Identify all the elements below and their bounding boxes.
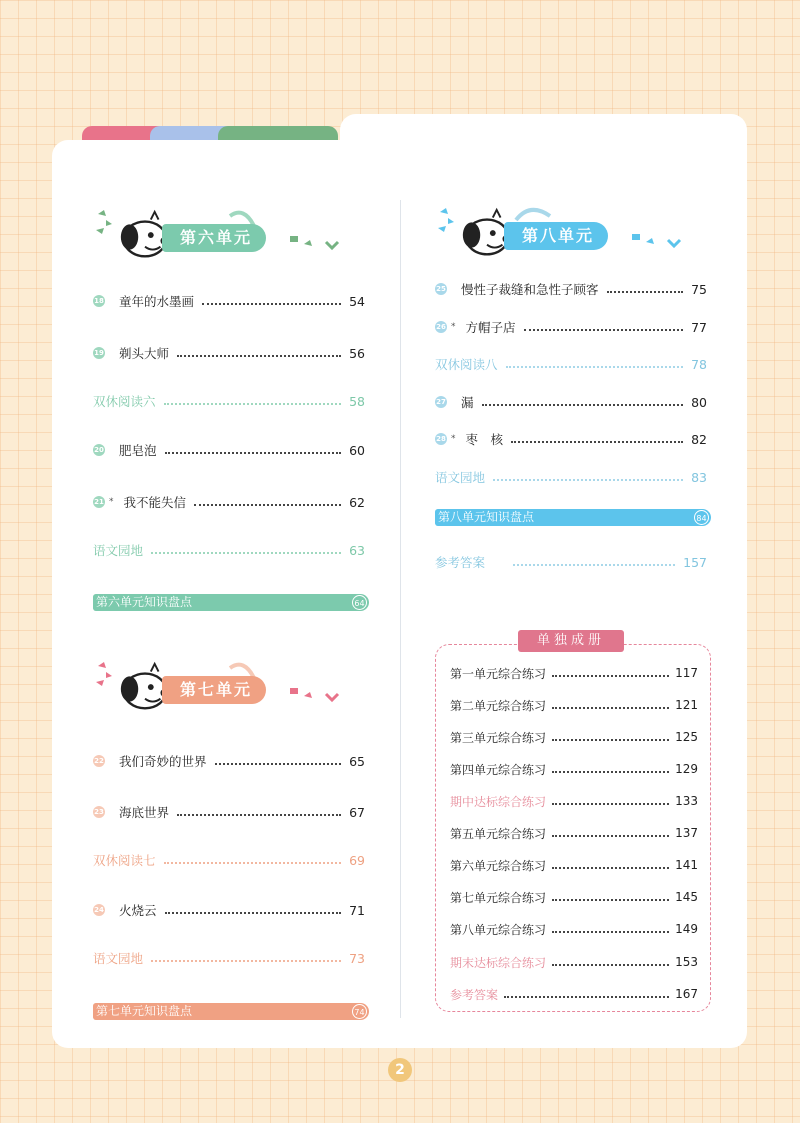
entry-page: 54 <box>349 293 365 309</box>
toc-entry[interactable] <box>435 392 707 412</box>
entry-title: 方帽子店 <box>465 320 516 335</box>
dot-leader <box>194 504 341 506</box>
toc-entry[interactable] <box>435 467 707 487</box>
entry-page: 157 <box>683 554 707 570</box>
entry-page: 121 <box>675 698 698 712</box>
entry-title: 参考答案 <box>435 555 486 570</box>
booklet-entry[interactable] <box>450 824 698 842</box>
unit7-summary-bar[interactable] <box>93 1003 369 1020</box>
dot-leader <box>504 996 669 998</box>
toc-entry[interactable] <box>93 850 365 870</box>
dot-leader <box>513 564 675 566</box>
entry-page: 83 <box>691 469 707 485</box>
booklet-entry-final[interactable] <box>450 953 698 971</box>
booklet-entry[interactable] <box>450 920 698 938</box>
column-divider <box>400 200 401 1018</box>
entry-title: 第三单元综合练习 <box>450 730 547 745</box>
dot-leader <box>215 763 342 765</box>
lesson-number-badge: 18 <box>94 297 104 305</box>
dot-leader <box>493 479 683 481</box>
dot-leader <box>552 707 669 709</box>
entry-title: 双休阅读七 <box>93 853 156 868</box>
entry-page: 56 <box>349 345 365 361</box>
lesson-number-badge: 21 <box>94 498 104 506</box>
entry-page: 71 <box>349 902 365 918</box>
toc-entry[interactable] <box>435 354 707 374</box>
toc-entry[interactable] <box>93 540 365 560</box>
entry-title: 枣 核 <box>465 432 504 447</box>
entry-title: 剃头大师 <box>119 346 170 361</box>
summary-title: 第七单元知识盘点 <box>96 1004 193 1018</box>
booklet-entry[interactable] <box>450 696 698 714</box>
entry-title: 期末达标综合练习 <box>450 955 547 970</box>
summary-title: 第六单元知识盘点 <box>96 595 193 609</box>
unit7-title: 第七单元 <box>162 676 266 704</box>
dot-leader <box>511 441 683 443</box>
entry-page: 58 <box>349 393 365 409</box>
entry-title: 海底世界 <box>119 805 170 820</box>
booklet-entry[interactable] <box>450 760 698 778</box>
lesson-number-badge: 22 <box>94 757 104 765</box>
toc-entry[interactable] <box>435 317 707 337</box>
dot-leader <box>552 739 669 741</box>
lesson-number-badge: 24 <box>94 906 104 914</box>
entry-title: 第六单元综合练习 <box>450 858 547 873</box>
entry-title: 第八单元综合练习 <box>450 922 547 937</box>
booklet-entry-midterm[interactable] <box>450 792 698 810</box>
entry-title: 第四单元综合练习 <box>450 762 547 777</box>
toc-entry[interactable] <box>93 900 365 920</box>
lesson-number-badge: 27 <box>436 398 446 406</box>
toc-entry-answers[interactable] <box>435 552 707 572</box>
toc-entry[interactable] <box>93 343 365 363</box>
dot-leader <box>165 912 342 914</box>
toc-entry[interactable] <box>93 492 365 512</box>
entry-page: 80 <box>691 394 707 410</box>
toc-entry[interactable] <box>93 948 365 968</box>
dot-leader <box>177 814 341 816</box>
lesson-number-badge: 25 <box>436 285 446 293</box>
entry-page: 145 <box>675 890 698 904</box>
entry-page: 133 <box>675 794 698 808</box>
lesson-number-badge: 26 <box>436 323 446 331</box>
optional-star: * <box>451 434 456 444</box>
booklet-entry[interactable] <box>450 728 698 746</box>
toc-entry[interactable] <box>435 429 707 449</box>
dot-leader <box>552 675 669 677</box>
entry-page: 149 <box>675 922 698 936</box>
dot-leader <box>552 867 669 869</box>
entry-title: 肥皂泡 <box>119 443 157 458</box>
entry-page: 73 <box>349 950 365 966</box>
lesson-number-badge: 20 <box>94 446 104 454</box>
summary-page: 74 <box>352 1004 367 1019</box>
toc-entry[interactable] <box>93 802 365 822</box>
booklet-entry[interactable] <box>450 888 698 906</box>
dot-leader <box>165 452 342 454</box>
booklet-entry-answers[interactable] <box>450 985 698 1003</box>
summary-page: 84 <box>694 510 709 525</box>
entry-title: 语文园地 <box>93 543 144 558</box>
entry-page: 69 <box>349 852 365 868</box>
dot-leader <box>552 964 669 966</box>
unit8-title: 第八单元 <box>504 222 608 250</box>
entry-page: 60 <box>349 442 365 458</box>
entry-title: 语文园地 <box>93 951 144 966</box>
dot-leader <box>164 403 342 405</box>
dot-leader <box>552 931 669 933</box>
dot-leader <box>524 329 684 331</box>
entry-page: 78 <box>691 356 707 372</box>
page-number-badge: 2 <box>388 1058 412 1082</box>
dot-leader <box>552 771 669 773</box>
toc-entry[interactable] <box>93 440 365 460</box>
entry-title: 我不能失信 <box>123 495 187 510</box>
entry-page: 63 <box>349 542 365 558</box>
booklet-entry[interactable] <box>450 856 698 874</box>
entry-title: 第二单元综合练习 <box>450 698 547 713</box>
entry-page: 82 <box>691 431 707 447</box>
entry-title: 期中达标综合练习 <box>450 794 547 809</box>
entry-title: 漏 <box>461 395 474 410</box>
dot-leader <box>552 899 669 901</box>
entry-page: 67 <box>349 804 365 820</box>
entry-page: 153 <box>675 955 698 969</box>
unit6-title: 第六单元 <box>162 224 266 252</box>
unit8-summary-bar[interactable] <box>435 509 711 526</box>
entry-title: 童年的水墨画 <box>119 294 195 309</box>
dot-leader <box>151 552 341 554</box>
entry-title: 第五单元综合练习 <box>450 826 547 841</box>
entry-title: 参考答案 <box>450 987 499 1002</box>
summary-page: 64 <box>352 595 367 610</box>
lesson-number-badge: 19 <box>94 349 104 357</box>
optional-star: * <box>109 497 114 507</box>
single-booklet-title: 单独成册 <box>518 630 624 652</box>
entry-page: 117 <box>675 666 698 680</box>
entry-page: 141 <box>675 858 698 872</box>
entry-title: 慢性子裁缝和急性子顾客 <box>461 282 599 297</box>
entry-page: 77 <box>691 319 707 335</box>
lesson-number-badge: 28 <box>436 435 446 443</box>
toc-entry[interactable] <box>93 391 365 411</box>
entry-page: 167 <box>675 987 698 1001</box>
entry-page: 75 <box>691 281 707 297</box>
summary-title: 第八单元知识盘点 <box>438 510 535 524</box>
optional-star: * <box>451 322 456 332</box>
unit6-summary-bar[interactable] <box>93 594 369 611</box>
contents-card-top <box>340 114 747 174</box>
unit7-header <box>90 658 350 728</box>
dot-leader <box>177 355 341 357</box>
dot-leader <box>552 835 669 837</box>
entry-title: 第一单元综合练习 <box>450 666 547 681</box>
lesson-number-badge: 23 <box>94 808 104 816</box>
entry-title: 火烧云 <box>119 903 157 918</box>
dot-leader <box>202 303 341 305</box>
entry-page: 62 <box>349 494 365 510</box>
dot-leader <box>482 404 684 406</box>
unit8-header <box>432 204 692 274</box>
toc-entry[interactable] <box>93 291 365 311</box>
dot-leader <box>552 803 669 805</box>
entry-page: 65 <box>349 753 365 769</box>
entry-title: 双休阅读八 <box>435 357 498 372</box>
dot-leader <box>506 366 684 368</box>
entry-title: 第七单元综合练习 <box>450 890 547 905</box>
dot-leader <box>164 862 342 864</box>
entry-title: 双休阅读六 <box>93 394 156 409</box>
entry-page: 129 <box>675 762 698 776</box>
entry-page: 137 <box>675 826 698 840</box>
toc-entry[interactable] <box>93 751 365 771</box>
entry-page: 125 <box>675 730 698 744</box>
entry-title: 我们奇妙的世界 <box>119 754 207 769</box>
entry-title: 语文园地 <box>435 470 486 485</box>
booklet-entry[interactable] <box>450 664 698 682</box>
unit6-header <box>90 206 350 276</box>
dot-leader <box>151 960 341 962</box>
dot-leader <box>607 291 684 293</box>
toc-entry[interactable] <box>435 279 707 299</box>
